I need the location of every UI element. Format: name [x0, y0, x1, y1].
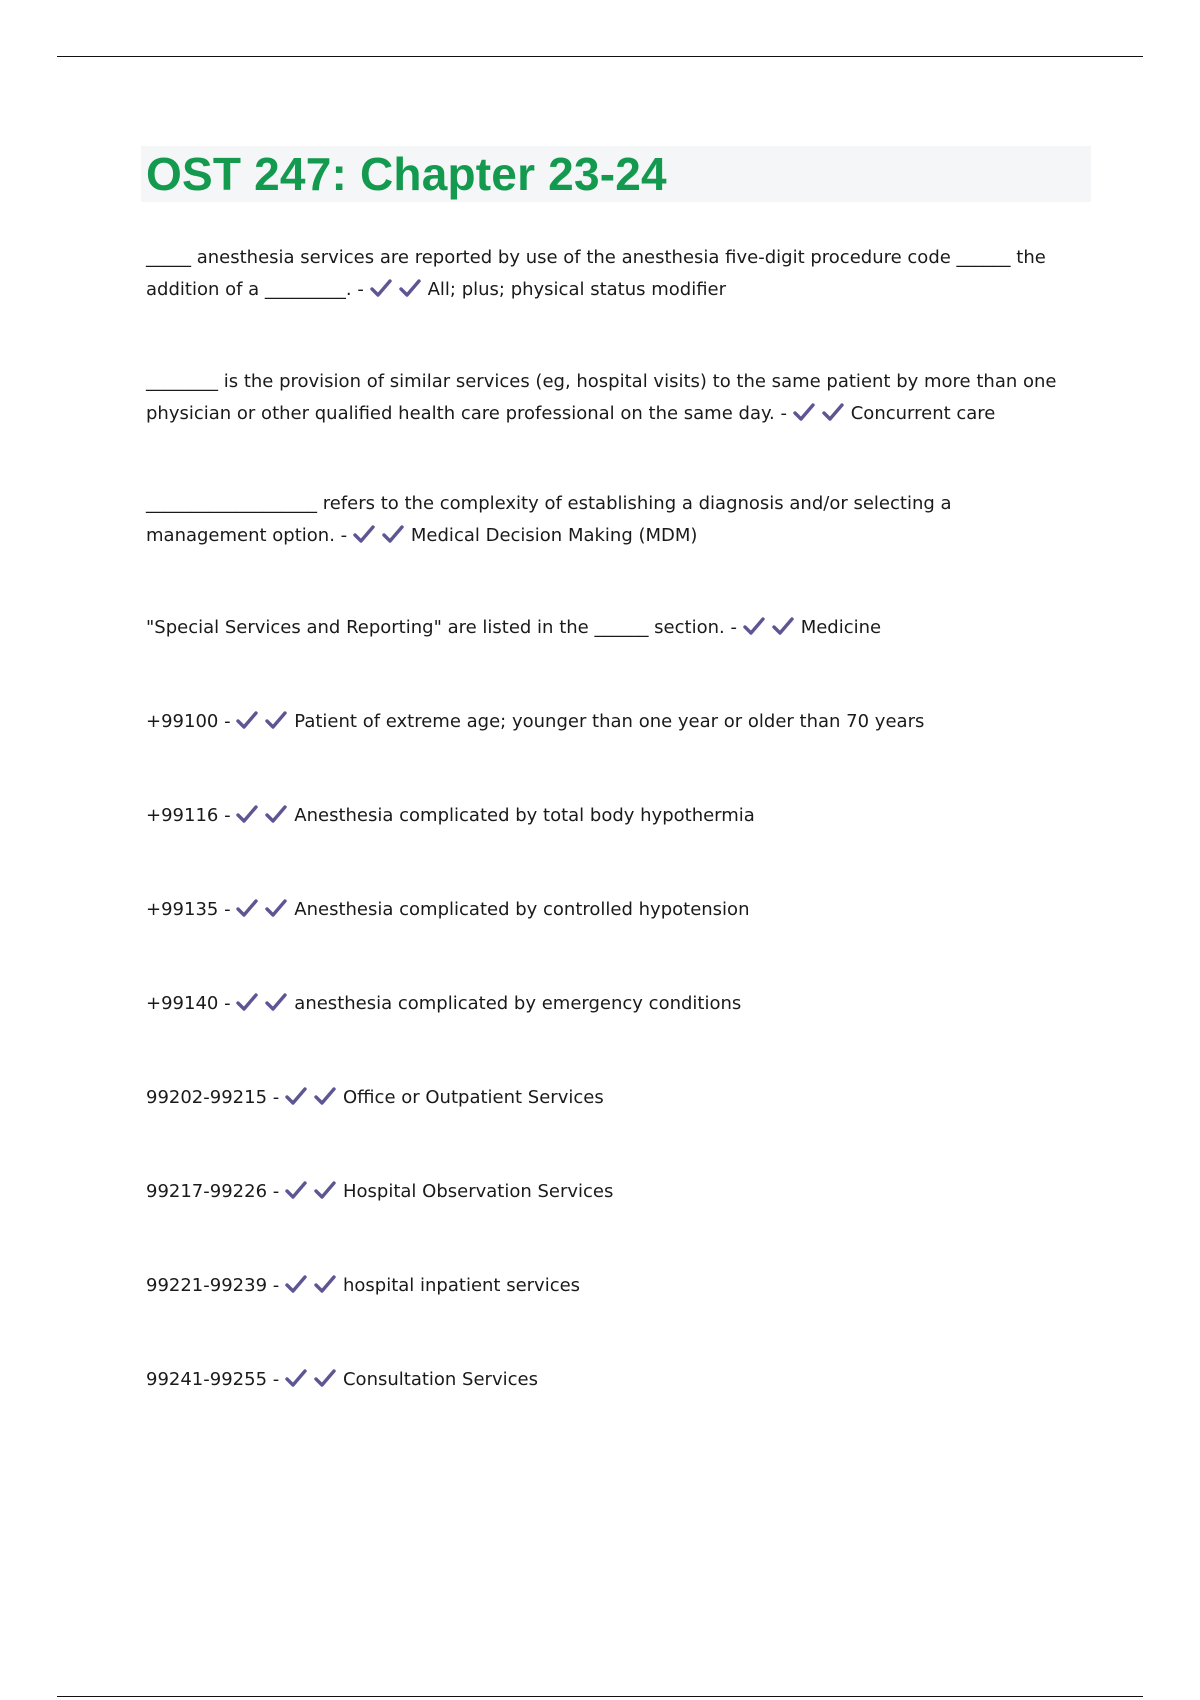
check-icon — [772, 616, 794, 636]
flashcard-question: ________ is the provision of similar services (eg, hospital visits) to the same patient by more than one physician or other qualified health care professional on the same day. — [146, 371, 1057, 424]
check-icon — [236, 710, 258, 730]
flashcard-answer: Concurrent care — [850, 403, 996, 424]
flashcard-question: +99100 — [146, 711, 219, 732]
flashcard-entry: +99140 - anesthesia complicated by emergency conditions — [146, 993, 742, 1014]
check-icon — [822, 402, 844, 422]
flashcard-question: +99140 — [146, 993, 219, 1014]
check-icon — [265, 898, 287, 918]
check-icon — [285, 1180, 307, 1200]
flashcard-answer: Anesthesia complicated by controlled hypotension — [294, 899, 750, 920]
flashcard-list — [146, 242, 1076, 1396]
flashcard-question: "Special Services and Reporting" are listed in the ______ section. — [146, 617, 725, 638]
flashcard-question: 99221-99239 — [146, 1275, 268, 1296]
flashcard-entry: +99100 - Patient of extreme age; younger than one year or older than 70 years — [146, 711, 925, 732]
check-icon — [793, 402, 815, 422]
check-icon — [370, 278, 392, 298]
check-icon — [314, 1086, 336, 1106]
check-icon — [265, 710, 287, 730]
flashcard-answer: anesthesia complicated by emergency conditions — [294, 993, 742, 1014]
flashcard-entry: 99202-99215 - Office or Outpatient Services — [146, 1087, 604, 1108]
flashcard-entry: 99241-99255 - Consultation Services — [146, 1369, 538, 1390]
flashcard-answer: Consultation Services — [342, 1369, 538, 1390]
check-icon — [314, 1274, 336, 1294]
check-icon — [743, 616, 765, 636]
flashcard-entry: 99217-99226 - Hospital Observation Services — [146, 1181, 614, 1202]
flashcard-entry: "Special Services and Reporting" are listed in the ______ section. - Medicine — [146, 617, 882, 638]
document-title: OST 247: Chapter 23-24 — [146, 148, 667, 200]
flashcard-question: 99202-99215 — [146, 1087, 268, 1108]
footer-rule — [57, 1696, 1143, 1697]
flashcard-question: +99135 — [146, 899, 219, 920]
flashcard-entry: +99116 - Anesthesia complicated by total body hypothermia — [146, 805, 755, 826]
flashcard-answer: Patient of extreme age; younger than one year or older than 70 years — [294, 711, 925, 732]
check-icon — [285, 1368, 307, 1388]
flashcard-answer: Hospital Observation Services — [342, 1181, 614, 1202]
flashcard-answer: Office or Outpatient Services — [342, 1087, 604, 1108]
flashcard-question: _____ anesthesia services are reported by use of the anesthesia five-digit procedure code ______ the addition of a _________. — [146, 247, 1046, 300]
check-icon — [236, 992, 258, 1012]
flashcard-answer: Medical Decision Making (MDM) — [410, 525, 698, 546]
flashcard-entry: 99221-99239 - hospital inpatient services — [146, 1275, 581, 1296]
flashcard-answer: All; plus; physical status modifier — [427, 279, 727, 300]
flashcard-answer: hospital inpatient services — [342, 1275, 581, 1296]
header-rule — [57, 56, 1143, 57]
check-icon — [265, 804, 287, 824]
flashcard-answer: Anesthesia complicated by total body hypothermia — [294, 805, 755, 826]
flashcard-answer: Medicine — [800, 617, 882, 638]
check-icon — [314, 1180, 336, 1200]
check-icon — [382, 524, 404, 544]
flashcard-question: 99217-99226 — [146, 1181, 268, 1202]
check-icon — [236, 804, 258, 824]
check-icon — [399, 278, 421, 298]
check-icon — [265, 992, 287, 1012]
check-icon — [314, 1368, 336, 1388]
flashcard-question: +99116 — [146, 805, 219, 826]
flashcard-entry: +99135 - Anesthesia complicated by controlled hypotension — [146, 899, 750, 920]
flashcard-entry: ________ is the provision of similar services (eg, hospital visits) to the same patient by more than one physician or other qualified health care professional on the same day. - Concurrent care — [146, 371, 1057, 424]
flashcard-entry: _____ anesthesia services are reported by use of the anesthesia five-digit procedure code ______ the addition of a _________. - All; plus; physical status modifier — [146, 247, 1046, 300]
flashcard-entry: ___________________ refers to the complexity of establishing a diagnosis and/or selecting a management option. - Medical Decision Making (MDM) — [146, 493, 952, 546]
flashcard-question: ___________________ refers to the complexity of establishing a diagnosis and/or selecting a management option. — [146, 493, 952, 546]
flashcard-question: 99241-99255 — [146, 1369, 268, 1390]
check-icon — [285, 1274, 307, 1294]
check-icon — [353, 524, 375, 544]
check-icon — [236, 898, 258, 918]
check-icon — [285, 1086, 307, 1106]
